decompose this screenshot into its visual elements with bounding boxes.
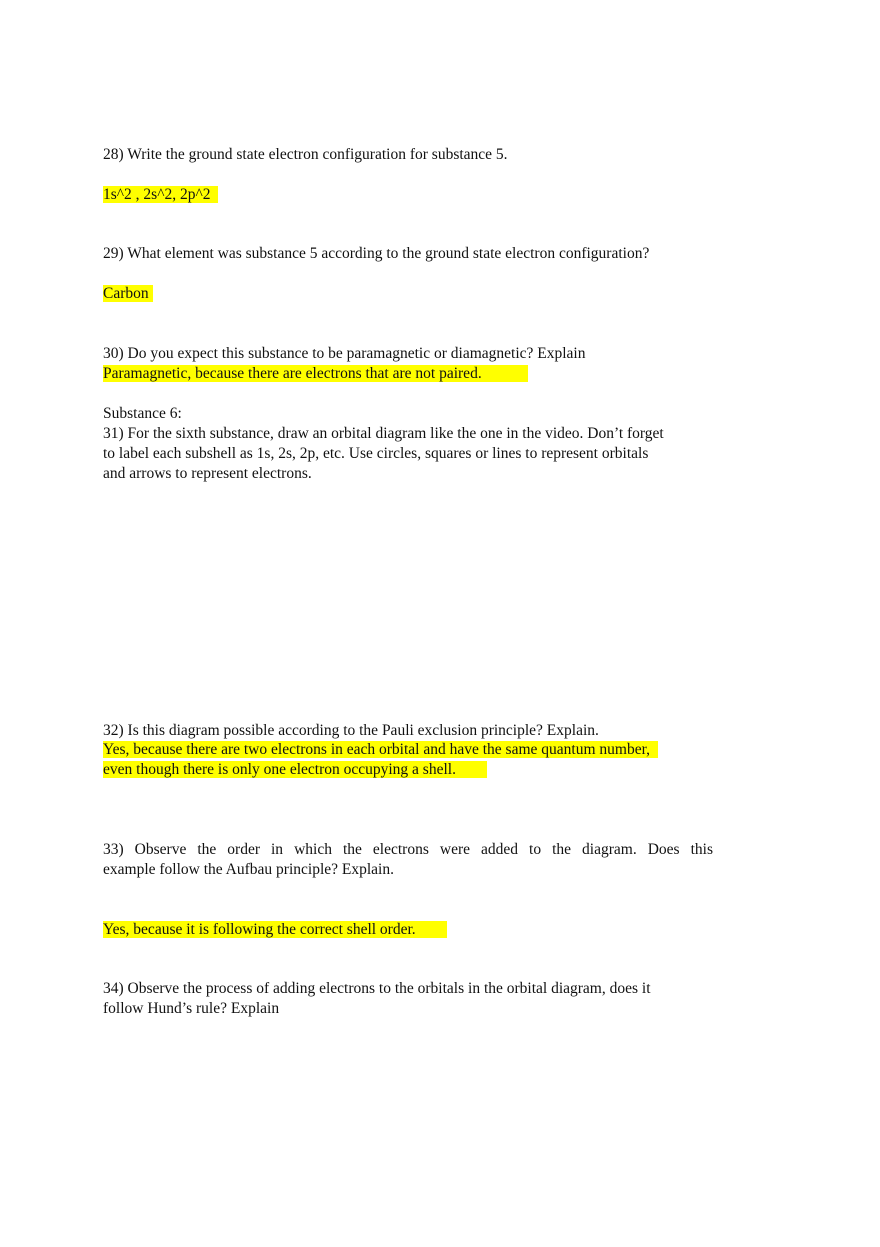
q32-answer-highlight-2: even though there is only one electron occupying a shell. — [103, 761, 487, 778]
q29-question: 29) What element was substance 5 according to the ground state electron configuration? — [103, 245, 650, 262]
q28-question: 28) Write the ground state electron configuration for substance 5. — [103, 146, 508, 163]
q31-line-2: to label each subshell as 1s, 2s, 2p, etc. Use circles, squares or lines to represent orbitals — [103, 445, 649, 462]
substance6-heading: Substance 6: — [103, 405, 182, 422]
q32-answer-line-2 — [103, 760, 487, 780]
q30-answer-highlight: Paramagnetic, because there are electrons that are not paired. — [103, 365, 529, 382]
q28-answer-highlight: 1s^2 , 2s^2, 2p^2 — [103, 186, 219, 203]
q33-answer — [103, 920, 447, 940]
q32-answer-highlight-1: Yes, because there are two electrons in each orbital and have the same quantum number, — [103, 741, 658, 758]
q34-line-1: 34) Observe the process of adding electrons to the orbitals in the orbital diagram, does it — [103, 980, 651, 997]
q33-line-2: example follow the Aufbau principle? Explain. — [103, 861, 394, 878]
q31-line-1: 31) For the sixth substance, draw an orbital diagram like the one in the video. Don’t forget — [103, 425, 664, 442]
q33-answer-highlight: Yes, because it is following the correct shell order. — [103, 921, 447, 938]
q32-question: 32) Is this diagram possible according to the Pauli exclusion principle? Explain. — [103, 722, 599, 739]
q28-answer — [103, 185, 218, 205]
q29-answer — [103, 284, 153, 304]
q34-line-2: follow Hund’s rule? Explain — [103, 1000, 280, 1017]
q33-line-1: 33) Observe the order in which the electrons were added to the diagram. Does this — [103, 841, 713, 858]
q29-answer-highlight: Carbon — [103, 285, 153, 302]
q30-question: 30) Do you expect this substance to be paramagnetic or diamagnetic? Explain — [103, 345, 586, 362]
q32-answer-line-1 — [103, 740, 658, 760]
q31-line-3: and arrows to represent electrons. — [103, 465, 312, 482]
q30-answer — [103, 364, 528, 384]
